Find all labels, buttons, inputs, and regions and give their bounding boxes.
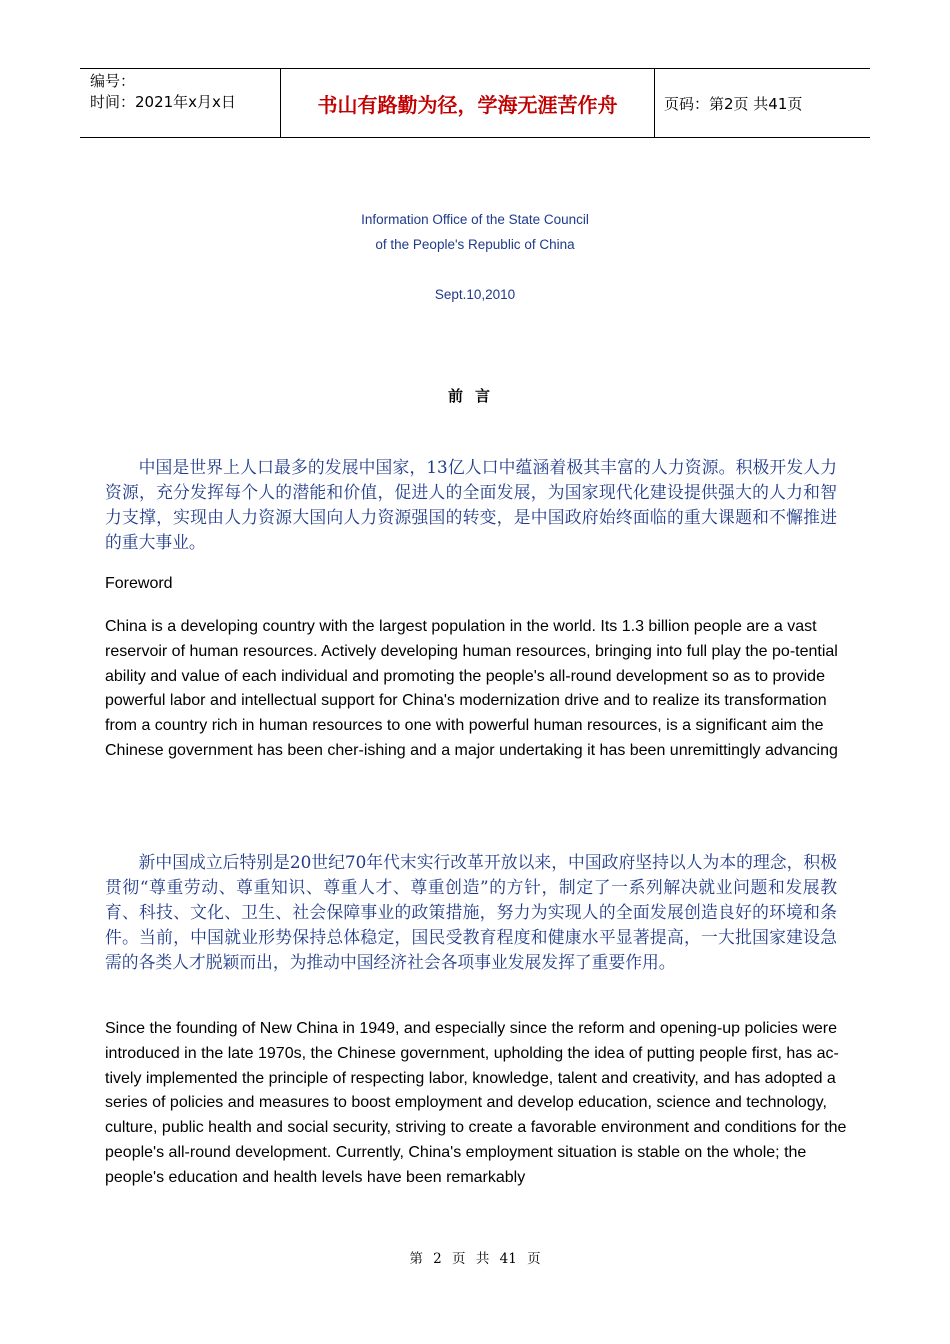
header-meta-cell xyxy=(80,69,281,137)
chinese-paragraph-1: 中国是世界上人口最多的发展中国家，13亿人口中蕴涵着极其丰富的人力资源。积极开发人力资源，充分发挥每个人的潜能和价值，促进人的全面发展，为国家现代化建设提供强大的人力和智力支撑，实现由人力资源大国向人力资源强国的转变，是中国政府始终面临的重大课题和不懈推进的重大事业。 xyxy=(105,457,837,552)
preface-title: 前言 xyxy=(447,387,502,405)
number-label: 编号： xyxy=(90,72,136,90)
header-page-label: 页码：第2页 共41页 xyxy=(664,94,803,113)
english-paragraph-1: China is a developing country with the largest population in the world. Its 1.3 billion people are a vast reservoir of human resources. Actively developing human resources, bringing into full play the po-tential ability and value of each individual and promoting the people's all-round development so as to provide powerful labor and intellectual support for China's modernization drive and to realize its transformation from a country rich in human resources to one with powerful human resources, is a significant aim the Chinese government has been cher-ishing and a major undertaking it has been unremittingly advancing xyxy=(105,618,838,759)
english-paragraph-2: Since the founding of New China in 1949, and especially since the reform and opening-up policies were introduced in the late 1970s, the Chinese government, upholding the idea of putting people first, has ac-tively implemented the principle of respecting labor, knowledge, talent and creativity, and has adopted a series of policies and measures to boost employment and develop education, science and technology, culture, public health and social security, striving to create a favorable environment and conditions for the people's all-round development. Currently, China's employment situation is stable on the whole; the people's education and health levels have been remarkably xyxy=(105,1020,847,1186)
time-label: 时间：2021年x月x日 xyxy=(90,93,236,111)
issue-date: Sept.10,2010 xyxy=(434,287,516,302)
page-footer: 第 2 页 共 41 页 xyxy=(409,1251,541,1267)
chinese-paragraph-2: 新中国成立后特别是20世纪70年代末实行改革开放以来，中国政府坚持以人为本的理念，积极贯彻“尊重劳动、尊重知识、尊重人才、尊重创造”的方针，制定了一系列解决就业问题和发展教育、科技、文化、卫生、社会保障事业的政策措施，努力为实现人的全面发展创造良好的环境和条件。当前，中国就业形势保持总体稳定，国民受教育程度和健康水平显著提高，一大批国家建设急需的各类人才脱颖而出，为推动中国经济社会各项事业发展发挥了重要作用。 xyxy=(105,852,837,972)
foreword-heading: Foreword xyxy=(105,575,173,592)
issuer-line-1: Information Office of the State Council xyxy=(361,212,589,227)
header-motto: 书山有路勤为径，学海无涯苦作舟 xyxy=(281,69,655,137)
page-header-table xyxy=(80,68,870,138)
issuer-line-2: of the People's Republic of China xyxy=(375,237,575,252)
